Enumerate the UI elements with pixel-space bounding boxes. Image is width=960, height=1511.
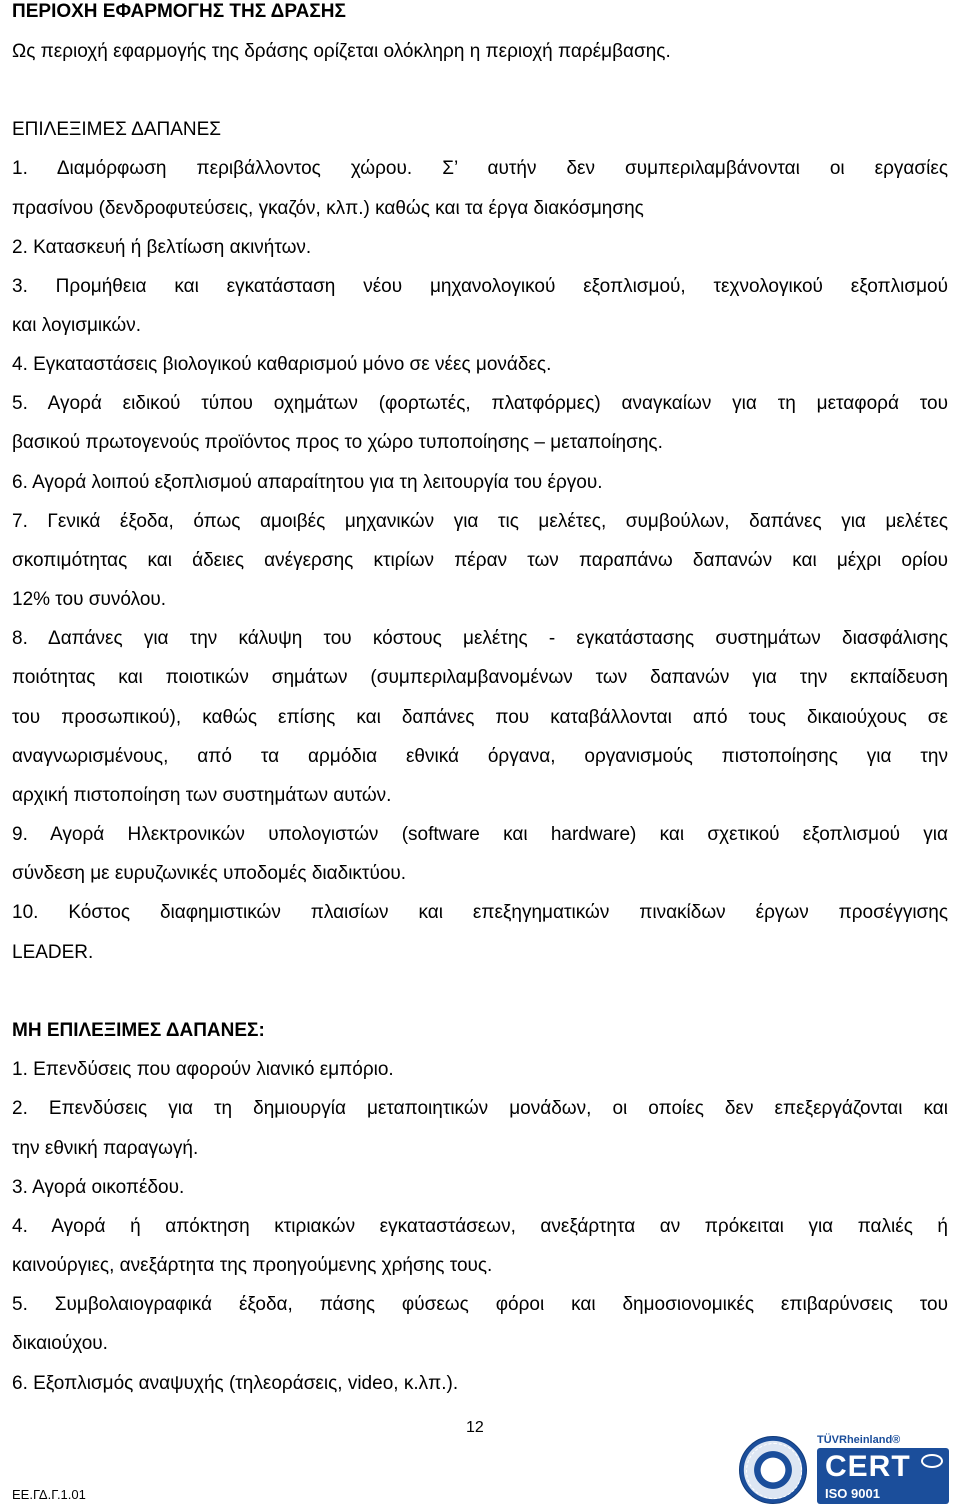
- ineligible-line: την εθνική παραγωγή.: [12, 1138, 199, 1159]
- eligible-line: αρχική πιστοποίηση των συστημάτων αυτών.: [12, 785, 392, 806]
- certification-badge: [739, 1434, 949, 1506]
- cert-brand: TÜVRheinland®: [817, 1434, 901, 1446]
- eligible-line: 1. Διαμόρφωση περιβάλλοντος χώρου. Σ’ αυτήν δεν συμπεριλαμβάνονται οι εργασίες: [12, 158, 948, 179]
- eligible-line: του προσωπικού), καθώς επίσης και δαπάνες που καταβάλλονται από τους δικαιούχους σε: [12, 707, 948, 728]
- eligible-line: 9. Αγορά Ηλεκτρονικών υπολογιστών (software και hardware) και σχετικού εξοπλισμού για: [12, 824, 948, 845]
- ineligible-heading: ΜΗ ΕΠΙΛΕΞΙΜΕΣ ΔΑΠΑΝΕΣ:: [12, 1020, 265, 1041]
- eligible-line: 3. Προμήθεια και εγκατάσταση νέου μηχανολογικού εξοπλισμού, τεχνολογικού εξοπλισμού: [12, 276, 948, 297]
- ineligible-line: 6. Εξοπλισμός αναψυχής (τηλεοράσεις, video, κ.λπ.).: [12, 1373, 459, 1394]
- tuv-seal-icon: [739, 1436, 807, 1504]
- eligible-line: ποιότητας και ποιοτικών σημάτων (συμπεριλαμβανομένων των δαπανών για την εκπαίδευση: [12, 667, 948, 688]
- eligible-line: σκοπιμότητας και άδειες ανέγερσης κτιρίων πέραν των παραπάνω δαπανών και μέχρι ορίου: [12, 550, 948, 571]
- eligible-line: LEADER.: [12, 942, 94, 963]
- ineligible-line: 3. Αγορά οικοπέδου.: [12, 1177, 185, 1198]
- ineligible-line: 4. Αγορά ή απόκτηση κτιριακών εγκαταστάσεων, ανεξάρτητα αν πρόκειται για παλιές ή: [12, 1216, 948, 1237]
- cert-label: CERT: [825, 1450, 911, 1483]
- eligible-line: 7. Γενικά έξοδα, όπως αμοιβές μηχανικών για τις μελέτες, συμβούλων, δαπάνες για μελέτες: [12, 511, 948, 532]
- eligible-line: 10. Κόστος διαφημιστικών πλαισίων και επεξηγηματικών πινακίδων έργων προσέγγισης: [12, 902, 948, 923]
- ineligible-line: καινούργιες, ανεξάρτητα της προηγούμενης χρήσης τους.: [12, 1255, 493, 1276]
- eligible-line: 5. Αγορά ειδικού τύπου οχημάτων (φορτωτές, πλατφόρμες) αναγκαίων για τη μεταφορά του: [12, 393, 948, 414]
- page-number: 12: [466, 1419, 484, 1436]
- ineligible-line: δικαιούχου.: [12, 1333, 108, 1354]
- ineligible-line: 1. Επενδύσεις που αφορούν λιανικό εμπόριο.: [12, 1059, 394, 1080]
- area-heading: ΠΕΡΙΟΧΗ ΕΦΑΡΜΟΓΗΣ ΤΗΣ ΔΡΑΣΗΣ: [12, 1, 346, 22]
- area-text: Ως περιοχή εφαρμογής της δράσης ορίζεται ολόκληρη η περιοχή παρέμβασης.: [12, 41, 671, 62]
- eligible-line: βασικού πρωτογενούς προϊόντος προς το χώρο τυποποίησης – μεταποίησης.: [12, 432, 663, 453]
- eligible-line: αναγνωρισμένους, από τα αρμόδια εθνικά όργανα, οργανισμούς πιστοποίησης για την: [12, 746, 948, 767]
- eligible-line: 2. Κατασκευή ή βελτίωση ακινήτων.: [12, 237, 312, 258]
- ineligible-line: 5. Συμβολαιογραφικά έξοδα, πάσης φύσεως φόροι και δημοσιονομικές επιβαρύνσεις του: [12, 1294, 948, 1315]
- eligible-line: πρασίνου (δενδροφυτεύσεις, γκαζόν, κλπ.) καθώς και τα έργα διακόσμησης: [12, 198, 644, 219]
- eligible-line: 4. Εγκαταστάσεις βιολογικού καθαρισμού μόνο σε νέες μονάδες.: [12, 354, 552, 375]
- cert-logo: [817, 1448, 949, 1504]
- tuv-mark-icon: [921, 1454, 943, 1468]
- eligible-line: σύνδεση με ευρυζωνικές υποδομές διαδικτύου.: [12, 863, 407, 884]
- document-code: ΕΕ.ΓΔ.Γ.1.01: [12, 1487, 86, 1502]
- eligible-line: 12% του συνόλου.: [12, 589, 167, 610]
- cert-standard: ISO 9001: [825, 1486, 880, 1501]
- eligible-line: 6. Αγορά λοιπού εξοπλισμού απαραίτητου για τη λειτουργία του έργου.: [12, 472, 603, 493]
- ineligible-line: 2. Επενδύσεις για τη δημιουργία μεταποιητικών μονάδων, οι οποίες δεν επεξεργάζονται και: [12, 1098, 948, 1119]
- eligible-line: και λογισμικών.: [12, 315, 142, 336]
- eligible-heading: ΕΠΙΛΕΞΙΜΕΣ ΔΑΠΑΝΕΣ: [12, 119, 222, 140]
- eligible-line: 8. Δαπάνες για την κάλυψη του κόστους μελέτης - εγκατάστασης συστημάτων διασφάλισης: [12, 628, 948, 649]
